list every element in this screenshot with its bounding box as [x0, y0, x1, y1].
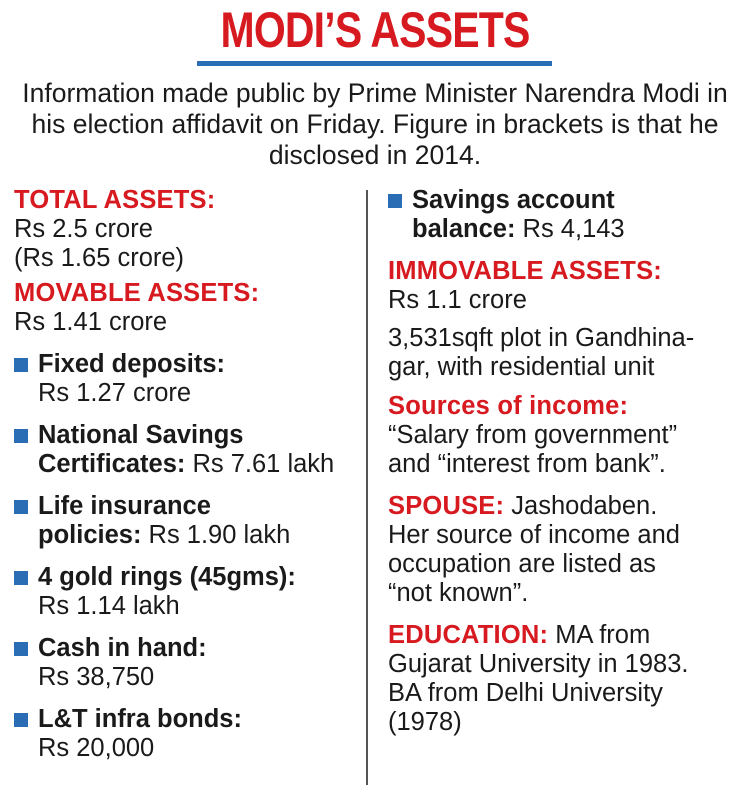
list-item-life-insurance: [14, 492, 354, 550]
education-text: MA from: [548, 621, 651, 649]
item-label: Life insurance: [38, 492, 211, 520]
total-assets-section: [14, 186, 354, 273]
bullet-icon: [388, 194, 402, 208]
item-label: 4 gold rings (45gms):: [38, 563, 296, 591]
education-line-3: BA from Delhi University: [388, 679, 663, 707]
spouse-section: [388, 492, 736, 608]
immovable-assets-section: [388, 257, 736, 382]
income-heading: Sources of income:: [388, 392, 629, 420]
education-line-1: [388, 621, 736, 650]
list-item-national-savings: [14, 421, 354, 479]
bullet-icon: [14, 358, 28, 372]
income-line-2: and “interest from bank”.: [388, 450, 666, 478]
title-underline: [197, 61, 552, 66]
bullet-icon: [14, 713, 28, 727]
education-section: [388, 621, 736, 737]
page-title: MODI’S ASSETS: [220, 2, 530, 58]
item-label: L&T infra bonds:: [38, 705, 242, 733]
education-heading: EDUCATION:: [388, 621, 549, 649]
total-assets-value: Rs 2.5 crore: [14, 215, 153, 243]
spouse-line-4: “not known”.: [388, 579, 529, 607]
list-item-fixed-deposits: [14, 350, 354, 408]
item-value: Rs 7.61 lakh: [185, 450, 335, 478]
movable-assets-heading: MOVABLE ASSETS:: [14, 279, 260, 307]
immovable-assets-heading: IMMOVABLE ASSETS:: [388, 257, 662, 285]
bullet-icon: [14, 571, 28, 585]
item-value: Rs 1.14 lakh: [38, 592, 180, 620]
spouse-heading: SPOUSE:: [388, 492, 505, 520]
column-divider: [366, 190, 368, 785]
item-label-cont: balance:: [412, 215, 516, 243]
bullet-icon: [14, 429, 28, 443]
item-value: Rs 4,143: [515, 215, 625, 243]
immovable-detail-2: gar, with residential unit: [388, 353, 655, 381]
immovable-detail-1: 3,531sqft plot in Gandhina-: [388, 324, 695, 352]
total-assets-previous: (Rs 1.65 crore): [14, 244, 185, 272]
item-label-cont: policies:: [38, 521, 142, 549]
spouse-line-2: Her source of income and: [388, 521, 680, 549]
item-value: Rs 20,000: [38, 734, 155, 762]
list-item-infra-bonds: [14, 705, 354, 763]
item-label-cont: Certificates:: [38, 450, 186, 478]
left-column: [14, 186, 354, 763]
total-assets-heading: TOTAL ASSETS:: [14, 186, 216, 214]
bullet-icon: [14, 642, 28, 656]
list-item-gold-rings: [14, 563, 354, 621]
education-line-2: Gujarat University in 1983.: [388, 650, 689, 678]
education-line-4: (1978): [388, 708, 462, 736]
item-value: Rs 1.27 crore: [38, 379, 192, 407]
item-label: Savings account: [412, 186, 615, 214]
item-value: Rs 1.90 lakh: [141, 521, 291, 549]
movable-assets-value: Rs 1.41 crore: [14, 308, 168, 336]
item-value-line: [412, 215, 736, 244]
spouse-line-1: [388, 492, 736, 521]
movable-assets-section: [14, 279, 354, 337]
item-value-line: [38, 521, 354, 550]
list-item-savings-account: [388, 186, 736, 244]
right-column: [388, 186, 736, 737]
item-label: Cash in hand:: [38, 634, 207, 662]
spouse-line-3: occupation are listed as: [388, 550, 656, 578]
item-label: National Savings: [38, 421, 244, 449]
item-value: Rs 38,750: [38, 663, 155, 691]
income-section: [388, 392, 736, 479]
item-value-line: [38, 450, 354, 479]
bullet-icon: [14, 500, 28, 514]
list-item-cash-in-hand: [14, 634, 354, 692]
item-label: Fixed deposits:: [38, 350, 226, 378]
income-line-1: “Salary from government”: [388, 421, 678, 449]
intro-text: Information made public by Prime Minister Narendra Modi in his election affidavit on Friday. Figure in brackets is that he disclosed in 2014.: [22, 78, 728, 170]
immovable-assets-value: Rs 1.1 crore: [388, 286, 527, 314]
spouse-name: Jashodaben.: [504, 492, 658, 520]
